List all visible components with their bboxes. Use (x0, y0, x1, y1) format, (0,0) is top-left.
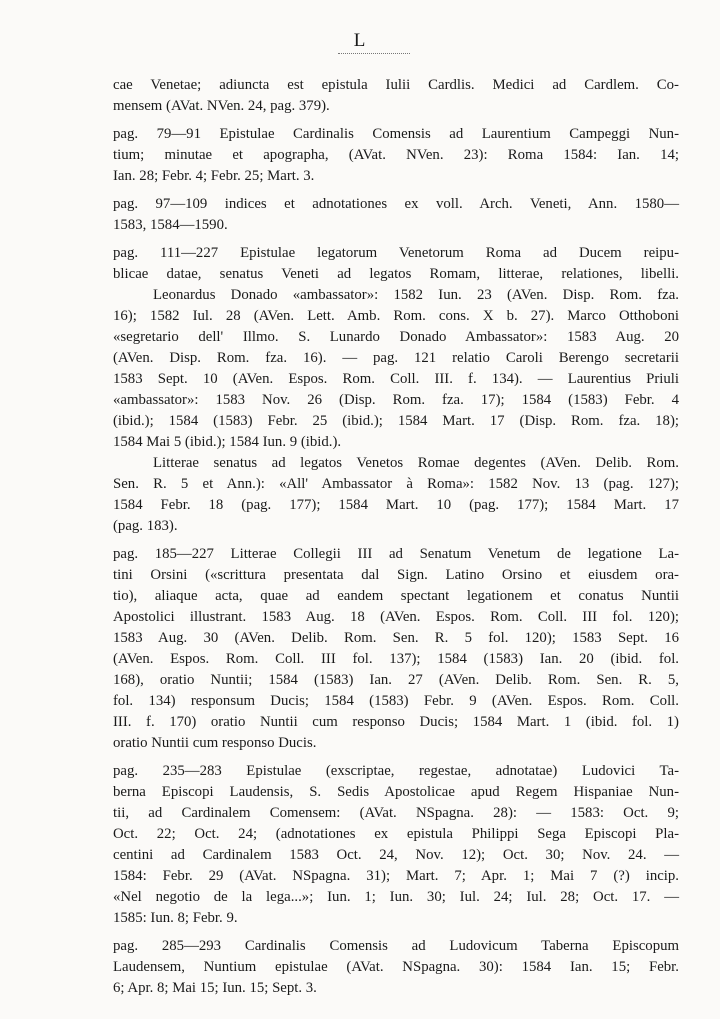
text-line: 16); 1582 Iul. 28 (AVen. Lett. Amb. Rom. cons. X b. 27). Marco Otthoboni (113, 308, 679, 324)
entry-continuation (113, 75, 679, 117)
entry-pag-285 (113, 936, 679, 999)
text-line: (AVen. Disp. Rom. fza. 16). — pag. 121 relatio Caroli Berengo secretarii (113, 350, 679, 366)
text-line: (pag. 183). (113, 518, 178, 534)
text-line: tini Orsini («scrittura presentata dal Sign. Latino Orsino et eiusdem ora- (113, 567, 679, 583)
text-line: mensem (AVat. NVen. 24, pag. 379). (113, 98, 330, 114)
text-line: tio), aliaque acta, quae ad eandem spectant legationem et conatus Nuntii (113, 588, 679, 604)
text-line: pag. 285—293 Cardinalis Comensis ad Ludovicum Taberna Episcopum (113, 938, 679, 954)
text-line: 168), oratio Nuntii; 1584 (1583) Ian. 27 (AVen. Delib. Rom. Sen. R. 5, (113, 672, 679, 688)
entry-pag-97 (113, 194, 679, 236)
text-line: Apostolici illustrant. 1583 Aug. 18 (AVen. Espos. Rom. Coll. III fol. 120); (113, 609, 679, 625)
text-line: pag. 185—227 Litterae Collegii III ad Senatum Venetum de legatione La- (113, 546, 679, 562)
text-line: pag. 97—109 indices et adnotationes ex voll. Arch. Veneti, Ann. 1580— (113, 196, 679, 212)
text-line: (AVen. Espos. Rom. Coll. III fol. 137); 1584 (1583) Ian. 20 (ibid. fol. (113, 651, 679, 667)
text-line: Laudensem, Nuntium epistulae (AVat. NSpagna. 30): 1584 Ian. 15; Febr. (113, 959, 679, 975)
text-line: cae Venetae; adiuncta est epistula Iulii Cardlis. Medici ad Cardlem. Co- (113, 77, 679, 93)
text-line: Sen. R. 5 et Ann.): «All' Ambassator à Roma»: 1582 Nov. 13 (pag. 127); (113, 476, 679, 492)
entry-pag-111 (113, 243, 679, 537)
text-line: pag. 235—283 Epistulae (exscriptae, regestae, adnotatae) Ludovici Ta- (113, 763, 679, 779)
text-line: tii, ad Cardinalem Comensem: (AVat. NSpagna. 28): — 1583: Oct. 9; (113, 805, 679, 821)
text-line: pag. 79—91 Epistulae Cardinalis Comensis ad Laurentium Campeggi Nun- (113, 126, 679, 142)
entry-pag-79 (113, 124, 679, 187)
text-line: «segretario dell' Illmo. S. Lunardo Donado Ambassator»: 1583 Aug. 20 (113, 329, 679, 345)
text-line: 1583 Sept. 10 (AVen. Espos. Rom. Coll. III. f. 134). — Laurentius Priuli (113, 371, 679, 387)
entry-pag-185 (113, 544, 679, 754)
text-line: berna Episcopi Laudensis, S. Sedis Apostolicae apud Regem Hispaniae Nun- (113, 784, 679, 800)
text-line: Litterae senatus ad legatos Venetos Romae degentes (AVen. Delib. Rom. (153, 455, 679, 471)
text-line: 1583, 1584—1590. (113, 217, 228, 233)
text-line: (ibid.); 1584 (1583) Febr. 25 (ibid.); 1584 Mart. 17 (Disp. Rom. fza. 18); (113, 413, 679, 429)
text-line: Oct. 22; Oct. 24; (adnotationes ex epistula Philippi Sega Episcopi Pla- (113, 826, 679, 842)
text-line: «Nel negotio de la lega...»; Iun. 1; Iun. 30; Iul. 24; Iul. 28; Oct. 17. — (113, 889, 679, 905)
text-line: 1583 Aug. 30 (AVen. Delib. Rom. Sen. R. 5 fol. 120); 1583 Sept. 16 (113, 630, 679, 646)
header-rule (338, 53, 410, 54)
text-line: tium; minutae et apographa, (AVat. NVen. 23): Roma 1584: Ian. 14; (113, 147, 679, 163)
text-line: 1584 Febr. 18 (pag. 177); 1584 Mart. 10 (pag. 177); 1584 Mart. 17 (113, 497, 679, 513)
text-line: blicae datae, senatus Veneti ad legatos Romam, litterae, relationes, libelli. (113, 266, 679, 282)
text-line: 6; Apr. 8; Mai 15; Iun. 15; Sept. 3. (113, 980, 317, 996)
text-line: 1585: Iun. 8; Febr. 9. (113, 910, 238, 926)
text-line: pag. 111—227 Epistulae legatorum Venetorum Roma ad Ducem reipu- (113, 245, 679, 261)
text-line: «ambassator»: 1583 Nov. 26 (Disp. Rom. fza. 17); 1584 (1583) Febr. 4 (113, 392, 679, 408)
text-line: III. f. 170) oratio Nuntii cum responso Ducis; 1584 Mart. 1 (ibid. fol. 1) (113, 714, 679, 730)
text-line: Leonardus Donado «ambassator»: 1582 Iun. 23 (AVen. Disp. Rom. fza. (153, 287, 679, 303)
text-line: 1584 Mai 5 (ibid.); 1584 Iun. 9 (ibid.). (113, 434, 342, 450)
entry-pag-235 (113, 761, 679, 929)
text-line: oratio Nuntii cum responso Ducis. (113, 735, 317, 751)
text-line: fol. 134) responsum Ducis; 1584 (1583) Febr. 9 (AVen. Espos. Rom. Coll. (113, 693, 679, 709)
text-line: centini ad Cardinalem 1583 Oct. 24, Nov. 12); Oct. 30; Nov. 24. — (113, 847, 679, 863)
text-line: Ian. 28; Febr. 4; Febr. 25; Mart. 3. (113, 168, 315, 184)
text-line: 1584: Febr. 29 (AVat. NSpagna. 31); Mart. 7; Apr. 1; Mai 7 (?) incip. (113, 868, 679, 884)
page-body (113, 75, 679, 1006)
page-number: L (353, 30, 367, 51)
